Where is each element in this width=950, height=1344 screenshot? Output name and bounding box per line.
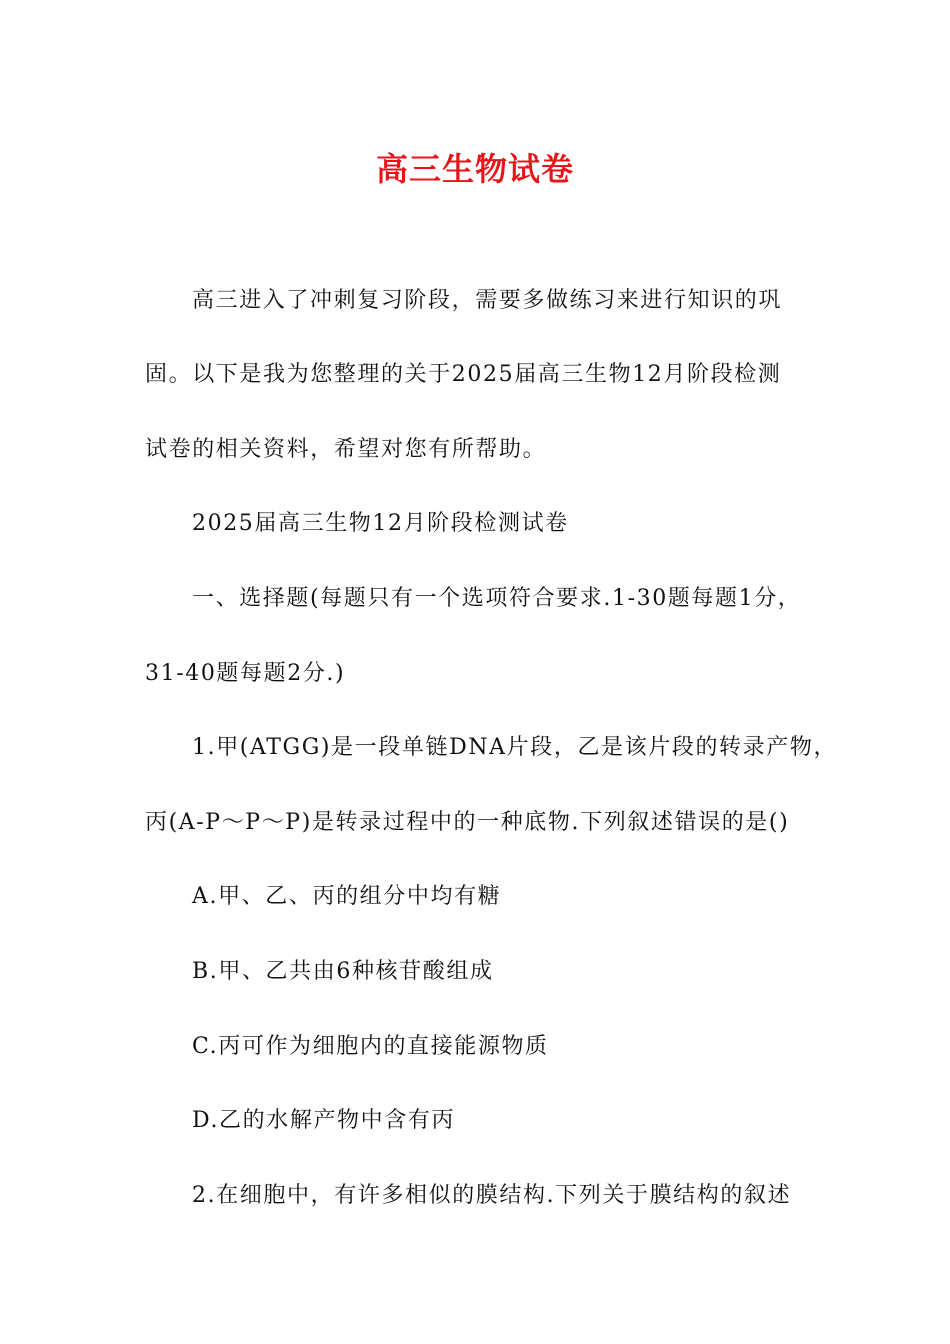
- question-1-line-2: 丙(A-P～P～P)是转录过程中的一种底物.下列叙述错误的是(): [145, 810, 790, 835]
- question-1-option-b: B.甲、乙共由6种核苷酸组成: [192, 959, 494, 984]
- question-2-line-1: 2.在细胞中，有许多相似的膜结构.下列关于膜结构的叙述: [192, 1183, 792, 1208]
- intro-paragraph-line-1: 高三进入了冲刺复习阶段，需要多做练习来进行知识的巩: [192, 288, 783, 313]
- document-title: 高三生物试卷: [375, 150, 574, 188]
- question-1-option-c: C.丙可作为细胞内的直接能源物质: [192, 1034, 549, 1059]
- question-1-line-1: 1.甲(ATGG)是一段单链DNA片段，乙是该片段的转录产物，: [192, 735, 838, 760]
- intro-paragraph-line-2: 固。以下是我为您整理的关于2025届高三生物12月阶段检测: [145, 362, 782, 387]
- intro-paragraph-line-3: 试卷的相关资料，希望对您有所帮助。: [145, 437, 547, 462]
- question-1-option-d: D.乙的水解产物中含有丙: [192, 1108, 456, 1133]
- section-heading-line-1: 一、选择题(每题只有一个选项符合要求.1-30题每题1分，: [192, 586, 802, 611]
- question-1-option-a: A.甲、乙、丙的组分中均有糖: [192, 884, 502, 909]
- exam-heading: 2025届高三生物12月阶段检测试卷: [192, 511, 569, 536]
- section-heading-line-2: 31-40题每题2分.): [145, 661, 346, 686]
